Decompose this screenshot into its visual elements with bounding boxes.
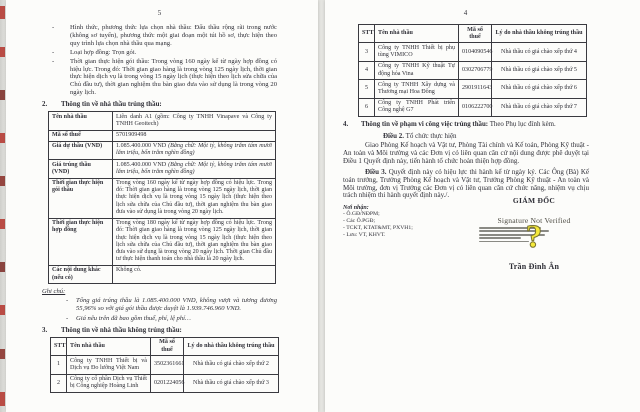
signature-status-text: Signature Not Verified — [497, 216, 571, 225]
header-tax: Mã số thuế — [151, 337, 184, 355]
scan-edge-mark — [0, 349, 5, 359]
non-winning-bidders-table-p5 — [50, 337, 279, 393]
note-marker: - — [66, 297, 69, 305]
article-label: Điều 2. — [383, 132, 404, 141]
cell-tax: 0302706779 — [459, 61, 492, 79]
cell-name: Công ty TNHH Xây dựng và Thương mại Hoa Đông — [375, 80, 459, 98]
cell-name: Công ty cổ phần Dịch vụ Thiết bị Công nghiệp Hoàng Linh — [67, 374, 151, 392]
scan-edge-mark — [0, 6, 5, 19]
table-row — [49, 218, 276, 265]
cell-stt: 6 — [359, 98, 375, 116]
table-row — [49, 141, 276, 159]
signer-name: Trần Đình Ân — [508, 262, 560, 271]
page-number: 4 — [463, 9, 468, 17]
section-title: Thông tin về nhà thầu trúng thầu: — [61, 101, 162, 109]
metadata-line — [479, 241, 529, 243]
article-title-text: Tổ chức thực hiện — [404, 132, 457, 141]
row-label: Tên nhà thầu — [49, 112, 113, 130]
row-value: Không có. — [116, 267, 142, 274]
cell-reason: Nhà thầu có giá chào xếp thứ 7 — [492, 98, 587, 116]
note-text: Tổng giá trúng thầu là 1.085.400.000 VND, không vượt và tương đương 55,96% so với giá gói thầu được duyệt là 1.939.746.960 VND. — [76, 297, 277, 313]
row-value: Trong vòng 160 ngày kể từ ngày hợp đồng có hiệu lực. Trong đó: Thời gian giao hàng là trong vòng 125 ngày lịch, thời gian thực hiện dịch vụ là trong vòng 15 ngày lịch (thực hiện theo lịch sửa chữa của Chủ đầu tư), thời gian nghiệm thu bàn giao đưa vào sử dụng là trong vòng 20 ngày lịch. — [116, 180, 272, 215]
bullet-text: Thời gian thực hiện gói thầu: Trong vòng 160 ngày kể từ ngày hợp đồng có hiệu lực. Trong đó: Thời gian giao hàng là trong vòng 125 ngày lịch, thời gian thực hiện dịch vụ là trong vòng 15 ngày lịch (thực hiện theo lịch sửa chữa của Chủ đầu tư), thời gian nghiệm thu bàn giao đưa vào sử dụng là trong vòng 20 ngày lịch. — [70, 57, 277, 97]
winner-info-table — [48, 111, 276, 284]
bullet-item — [44, 24, 277, 48]
table-row — [359, 98, 587, 116]
cell-reason: Nhà thầu có giá chào xếp thứ 4 — [492, 43, 587, 61]
bullet-marker: - — [52, 48, 55, 56]
cell-stt: 1 — [51, 356, 67, 374]
bullet-item — [44, 58, 277, 98]
row-label: Mã số thuế — [49, 130, 113, 141]
cell-name: Công ty TNHH Thiết bị phụ tùng VIMICO — [375, 43, 459, 61]
table-row — [49, 130, 276, 141]
bullet-list — [44, 24, 277, 97]
section-4-heading — [343, 121, 588, 129]
cell-stt: 4 — [359, 61, 375, 79]
header-name: Tên nhà thầu — [67, 337, 151, 355]
row-value: 1.085.400.000 VND — [116, 143, 169, 150]
note-marker: - — [66, 315, 69, 323]
signature-block — [473, 196, 595, 271]
bullet-marker: - — [52, 24, 55, 31]
note-item — [56, 315, 277, 323]
article-body-text: Quyết định này có hiệu lực thi hành kể từ ngày ký. Các Ông (Bà) Kế toán trưởng, Trưởng Phòng Kế hoạch và Vật tư, Trưởng Phòng Kỹ thuật - An toàn và Môi trường, đơn vị Trưởng các Đơn vị có liên quan căn cứ chức năng, nhiệm vụ chịu trách nhiệm thi hành quyết định này./. — [343, 167, 590, 200]
row-value-italic: (Bằng chữ: Một tỷ, không trăm tám mươi lăm triệu, bốn trăm nghìn đồng) — [116, 143, 272, 157]
recipient-item: - TCKT, KTAT&MT, PXVH1; — [343, 224, 413, 231]
row-label: Giá trúng thầu (VND) — [49, 160, 113, 178]
row-label: Thời gian thực hiện gói thầu — [49, 178, 113, 218]
cell-stt: 2 — [51, 374, 67, 392]
article-2-title — [343, 132, 588, 140]
table-row — [49, 112, 276, 130]
header-name: Tên nhà thầu — [375, 25, 459, 43]
recipient-item: - Ô.GĐ/NĐPM; — [343, 211, 380, 218]
cell-reason: Nhà thầu có giá chào xếp thứ 6 — [492, 80, 587, 98]
cell-tax: 0104090546 — [459, 43, 492, 61]
scan-edge-mark — [0, 47, 5, 57]
note-item — [56, 297, 277, 313]
header-stt: STT — [51, 337, 67, 355]
row-label: Thời gian thực hiện hợp đồng — [49, 218, 113, 265]
bullet-item — [44, 49, 277, 57]
row-value: 5701909498 — [116, 132, 147, 139]
row-value: Trong vòng 180 ngày kể từ ngày hợp đồng có hiệu lực. Trong đó: Thời gian giao hàng là trong vòng 125 ngày lịch, thời gian thực hiện dịch vụ là trong vòng 15 ngày lịch (thực hiện theo lịch sửa chữa của Chủ đầu tư), thời gian nghiệm thu bàn giao đưa vào sử dụng là trong vòng 20 ngày lịch. Thời gian Chủ đầu tư thực hiện thanh toán cho nhà thầu là 20 ngày lịch. — [116, 220, 272, 263]
signer-title: GIÁM ĐỐC — [512, 196, 556, 205]
recipient-item: - Các Ô.PGĐ; — [343, 218, 376, 225]
recipients-block — [343, 205, 468, 238]
scan-edge-mark — [0, 305, 5, 315]
cell-tax: 2901911643 — [459, 80, 492, 98]
section-number: 4. — [343, 121, 349, 129]
cell-tax: 0201224056 — [151, 374, 184, 392]
page-number: 5 — [157, 9, 162, 17]
cell-name: Công ty TNHH Kỹ thuật Tự động hóa Vina — [375, 61, 459, 79]
section-title: Thông tin về nhà thầu không trúng thầu: — [61, 326, 182, 334]
page-5 — [6, 0, 318, 412]
section-number: 3. — [42, 326, 48, 334]
header-tax: Mã số thuế — [459, 25, 492, 43]
article-label: Điều 3. — [365, 167, 387, 176]
table-row — [49, 265, 276, 283]
bullet-marker: - — [52, 57, 55, 65]
non-winning-bidders-table-p4 — [358, 24, 587, 117]
header-stt: STT — [359, 25, 375, 43]
header-reason: Lý do nhà thầu không trúng thầu — [492, 25, 587, 43]
section-title: Thông tin về phạm vi công việc trúng thầu: — [361, 121, 489, 129]
page-4 — [325, 0, 640, 412]
cell-reason: Nhà thầu có giá chào xếp thứ 5 — [492, 61, 587, 79]
metadata-line — [479, 237, 521, 239]
cell-reason: Nhà thầu có giá chào xếp thứ 3 — [184, 374, 279, 392]
table-row — [49, 160, 276, 178]
scan-edge-mark — [0, 392, 5, 406]
scan-edge-mark — [0, 90, 5, 100]
table-row — [359, 80, 587, 98]
recipient-item: - Lưu: VT, KHVT. — [343, 231, 386, 238]
signature-seal-question-icon: ? — [525, 219, 543, 255]
section-rest: Theo Phụ lục đính kèm. — [488, 121, 556, 129]
row-value: 1.085.400.000 VND — [116, 161, 169, 168]
table-row — [49, 178, 276, 218]
notes-heading: Ghi chú: — [42, 288, 66, 296]
scan-edge-mark — [0, 176, 5, 186]
table-row — [359, 43, 587, 61]
table-row — [51, 374, 279, 392]
table-row — [51, 356, 279, 374]
table-header-row — [359, 25, 587, 43]
row-label: Giá dự thầu (VND) — [49, 141, 113, 159]
cell-name: Công ty TNHH Phát triển Công nghệ G7 — [375, 98, 459, 116]
note-text: Giá nêu trên đã bao gồm thuế, phí, lệ phí… — [76, 315, 191, 323]
bullet-text: Hình thức, phương thức lựa chọn nhà thầu: Đấu thầu rộng rãi trong nước (không sơ tuyển), phương thức một giai đoạn một túi hồ sơ, thực hiện theo quy trình lựa chọn nhà thầu qua mạng. — [70, 24, 277, 47]
bullet-text: Loại hợp đồng: Trọn gói. — [70, 48, 137, 56]
cell-tax: 3502361661 — [151, 356, 184, 374]
section-number: 2. — [42, 101, 48, 109]
cell-tax: 0106222700 — [459, 98, 492, 116]
row-label: Các nội dung khác (nếu có) — [49, 265, 113, 283]
cell-reason: Nhà thầu có giá chào xếp thứ 2 — [184, 356, 279, 374]
recipients-label: Nơi nhận: — [343, 205, 369, 212]
scan-edge-mark — [0, 262, 5, 272]
table-header-row — [51, 337, 279, 355]
cell-stt: 5 — [359, 80, 375, 98]
row-value: Liên danh A1 (gồm: Công ty TNHH Vinapave và Công ty TNHH Geoitech) — [116, 113, 272, 127]
article-2-body: Giao Phòng Kế hoạch và Vật tư, Phòng Tài chính và Kế toán, Phòng Kỹ thuật - An toàn và Môi trường và các Đơn vị có liên quan căn cứ nội dung được phê duyệt tại Điều 1 Quyết định này, tiến hành tổ chức hoàn thiện hợp đồng. — [343, 141, 589, 165]
row-value-italic: (Bằng chữ: Một tỷ, không trăm tám mươi lăm triệu, bốn trăm nghìn đồng) — [116, 161, 272, 175]
section-2-heading — [42, 101, 277, 108]
header-reason: Lý do nhà thầu không trúng thầu — [184, 337, 279, 355]
cell-name: Công ty TNHH Thiết bị và Dịch vụ Đo lường Việt Nam — [67, 356, 151, 374]
scan-edge-mark — [0, 133, 5, 143]
table-row — [359, 61, 587, 79]
scan-edge-mark — [0, 219, 5, 229]
section-3-heading — [42, 327, 277, 334]
cell-stt: 3 — [359, 43, 375, 61]
